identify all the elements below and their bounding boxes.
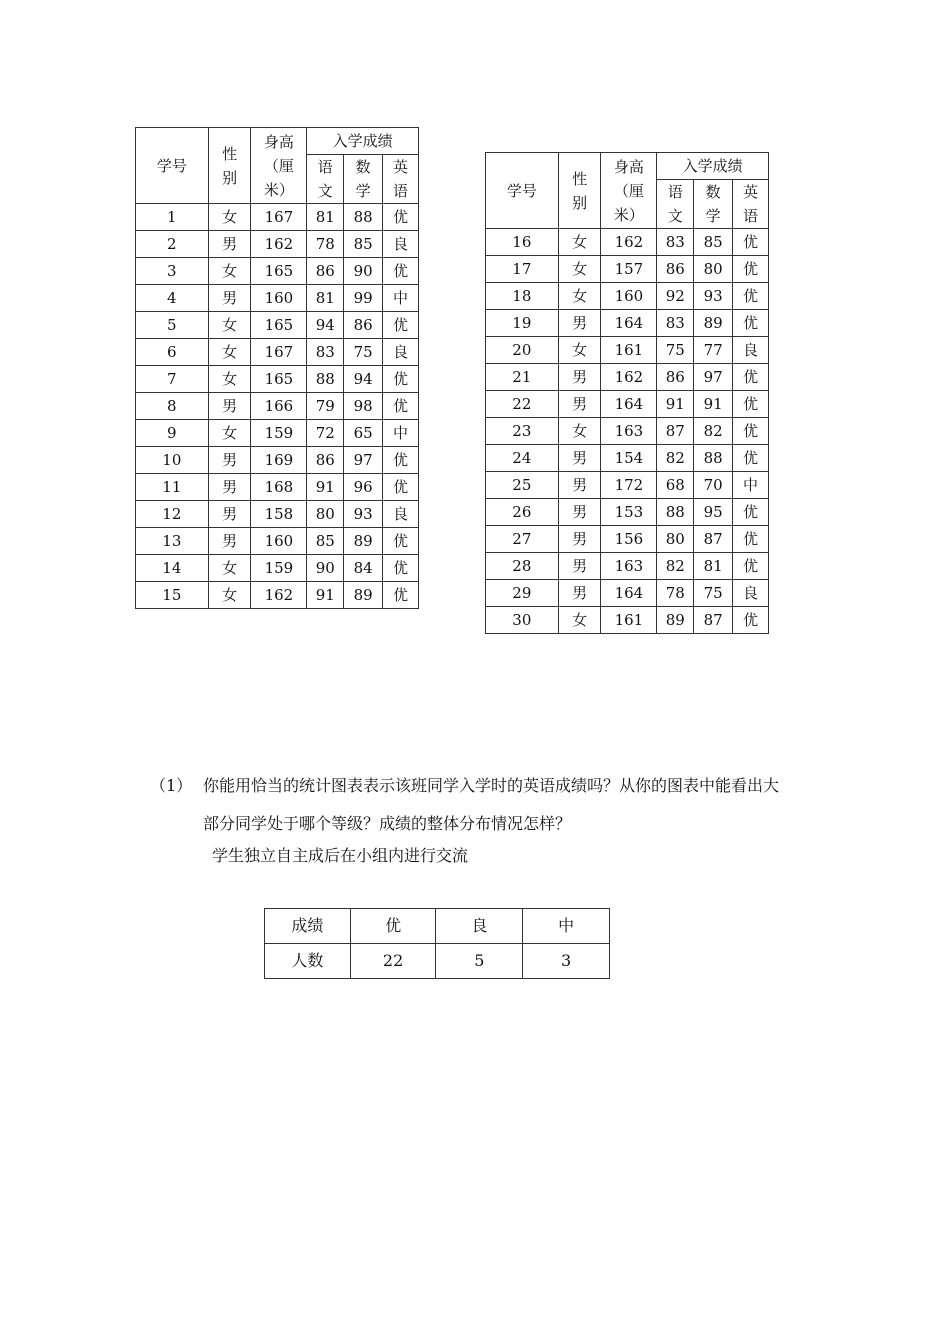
height-cell: 159 <box>251 555 307 582</box>
chinese-score-cell: 88 <box>657 499 694 526</box>
student-id-cell: 15 <box>136 582 209 609</box>
height-cell: 168 <box>251 474 307 501</box>
math-score-cell: 89 <box>344 528 383 555</box>
gender-cell: 女 <box>208 582 251 609</box>
gender-cell: 男 <box>558 499 601 526</box>
chinese-score-cell: 83 <box>657 229 694 256</box>
math-score-cell: 85 <box>694 229 733 256</box>
chinese-score-cell: 80 <box>657 526 694 553</box>
height-cell: 172 <box>601 472 657 499</box>
table-row <box>136 501 419 528</box>
table-row <box>486 445 769 472</box>
chinese-score-cell: 89 <box>657 607 694 634</box>
gender-cell: 女 <box>208 312 251 339</box>
math-score-cell: 77 <box>694 337 733 364</box>
gender-cell: 女 <box>558 229 601 256</box>
table-row <box>486 418 769 445</box>
english-grade-cell: 中 <box>733 472 769 499</box>
header-student-id: 学号 <box>486 153 559 229</box>
height-cell: 157 <box>601 256 657 283</box>
header-row <box>136 128 419 155</box>
height-cell: 163 <box>601 553 657 580</box>
height-cell: 162 <box>251 231 307 258</box>
summary-cell: 5 <box>436 944 523 979</box>
header-chinese: 语 文 <box>657 180 694 229</box>
table-row <box>136 474 419 501</box>
chinese-score-cell: 91 <box>307 582 344 609</box>
english-grade-cell: 优 <box>383 258 419 285</box>
header-english: 英 语 <box>383 155 419 204</box>
english-grade-cell: 优 <box>733 256 769 283</box>
chinese-score-cell: 86 <box>307 258 344 285</box>
english-grade-cell: 优 <box>383 555 419 582</box>
english-grade-cell: 优 <box>383 204 419 231</box>
chinese-score-cell: 81 <box>307 204 344 231</box>
gender-cell: 女 <box>208 204 251 231</box>
summary-header-cell: 优 <box>350 909 436 944</box>
student-id-cell: 20 <box>486 337 559 364</box>
math-score-cell: 94 <box>344 366 383 393</box>
table-row <box>136 285 419 312</box>
chinese-score-cell: 88 <box>307 366 344 393</box>
english-grade-cell: 优 <box>733 229 769 256</box>
english-grade-cell: 优 <box>383 582 419 609</box>
summary-header-cell: 良 <box>436 909 523 944</box>
height-cell: 165 <box>251 366 307 393</box>
header-chinese: 语 文 <box>307 155 344 204</box>
header-entrance-scores: 入学成绩 <box>657 153 769 180</box>
header-math: 数 学 <box>694 180 733 229</box>
gender-cell: 女 <box>208 258 251 285</box>
math-score-cell: 75 <box>344 339 383 366</box>
student-id-cell: 17 <box>486 256 559 283</box>
height-cell: 164 <box>601 580 657 607</box>
height-cell: 164 <box>601 310 657 337</box>
header-student-id: 学号 <box>136 128 209 204</box>
student-id-cell: 11 <box>136 474 209 501</box>
height-cell: 156 <box>601 526 657 553</box>
math-score-cell: 97 <box>344 447 383 474</box>
chinese-score-cell: 85 <box>307 528 344 555</box>
height-cell: 162 <box>251 582 307 609</box>
height-cell: 158 <box>251 501 307 528</box>
score-table-1 <box>135 127 419 609</box>
gender-cell: 男 <box>558 445 601 472</box>
chinese-score-cell: 79 <box>307 393 344 420</box>
math-score-cell: 81 <box>694 553 733 580</box>
chinese-score-cell: 78 <box>307 231 344 258</box>
question-number: （1） <box>150 776 193 795</box>
english-grade-cell: 优 <box>733 499 769 526</box>
gender-cell: 男 <box>208 285 251 312</box>
student-id-cell: 3 <box>136 258 209 285</box>
summary-cell: 3 <box>523 944 610 979</box>
english-grade-cell: 优 <box>383 528 419 555</box>
student-id-cell: 28 <box>486 553 559 580</box>
english-grade-cell: 中 <box>383 420 419 447</box>
math-score-cell: 82 <box>694 418 733 445</box>
header-gender: 性 别 <box>208 128 251 204</box>
math-score-cell: 98 <box>344 393 383 420</box>
math-score-cell: 86 <box>344 312 383 339</box>
math-score-cell: 75 <box>694 580 733 607</box>
table-row <box>486 364 769 391</box>
gender-cell: 男 <box>208 393 251 420</box>
english-grade-cell: 良 <box>733 337 769 364</box>
height-cell: 160 <box>251 285 307 312</box>
question-line-1: 你能用恰当的统计图表表示该班同学入学时的英语成绩吗？从你的图表中能看出大 <box>203 776 780 795</box>
student-id-cell: 26 <box>486 499 559 526</box>
english-grade-cell: 优 <box>733 391 769 418</box>
table-body <box>486 229 769 634</box>
table-row <box>486 229 769 256</box>
chinese-score-cell: 92 <box>657 283 694 310</box>
gender-cell: 男 <box>558 391 601 418</box>
student-id-cell: 16 <box>486 229 559 256</box>
height-cell: 163 <box>601 418 657 445</box>
english-grade-cell: 良 <box>383 231 419 258</box>
height-cell: 160 <box>251 528 307 555</box>
height-cell: 167 <box>251 339 307 366</box>
chinese-score-cell: 78 <box>657 580 694 607</box>
table-row <box>486 310 769 337</box>
math-score-cell: 96 <box>344 474 383 501</box>
table-row <box>136 312 419 339</box>
math-score-cell: 87 <box>694 607 733 634</box>
english-grade-cell: 优 <box>383 393 419 420</box>
gender-cell: 女 <box>558 337 601 364</box>
summary-count-row <box>265 944 610 979</box>
english-grade-cell: 优 <box>733 418 769 445</box>
math-score-cell: 85 <box>344 231 383 258</box>
header-entrance-scores: 入学成绩 <box>307 128 419 155</box>
chinese-score-cell: 83 <box>307 339 344 366</box>
gender-cell: 女 <box>208 366 251 393</box>
table-header <box>136 128 419 204</box>
math-score-cell: 87 <box>694 526 733 553</box>
gender-cell: 女 <box>208 555 251 582</box>
height-cell: 153 <box>601 499 657 526</box>
english-grade-cell: 优 <box>733 310 769 337</box>
student-id-cell: 14 <box>136 555 209 582</box>
math-score-cell: 80 <box>694 256 733 283</box>
chinese-score-cell: 86 <box>307 447 344 474</box>
height-cell: 159 <box>251 420 307 447</box>
gender-cell: 男 <box>208 528 251 555</box>
table-row <box>486 391 769 418</box>
student-id-cell: 13 <box>136 528 209 555</box>
student-id-cell: 4 <box>136 285 209 312</box>
chinese-score-cell: 91 <box>657 391 694 418</box>
gender-cell: 男 <box>208 501 251 528</box>
header-math: 数 学 <box>344 155 383 204</box>
table-row <box>136 366 419 393</box>
gender-cell: 女 <box>558 418 601 445</box>
header-height: 身高 （厘 米） <box>601 153 657 229</box>
english-grade-cell: 优 <box>733 526 769 553</box>
table-row <box>136 582 419 609</box>
english-grade-cell: 优 <box>733 283 769 310</box>
summary-header-row <box>265 909 610 944</box>
summary-cell: 22 <box>350 944 436 979</box>
table-body <box>136 204 419 609</box>
math-score-cell: 99 <box>344 285 383 312</box>
chinese-score-cell: 91 <box>307 474 344 501</box>
student-id-cell: 12 <box>136 501 209 528</box>
height-cell: 165 <box>251 258 307 285</box>
table-row <box>136 258 419 285</box>
gender-cell: 男 <box>208 231 251 258</box>
chinese-score-cell: 82 <box>657 445 694 472</box>
student-id-cell: 5 <box>136 312 209 339</box>
table-header <box>486 153 769 229</box>
math-score-cell: 70 <box>694 472 733 499</box>
math-score-cell: 93 <box>344 501 383 528</box>
height-cell: 154 <box>601 445 657 472</box>
math-score-cell: 89 <box>694 310 733 337</box>
english-grade-cell: 良 <box>383 501 419 528</box>
height-cell: 169 <box>251 447 307 474</box>
student-id-cell: 7 <box>136 366 209 393</box>
chinese-score-cell: 86 <box>657 364 694 391</box>
gender-cell: 女 <box>208 420 251 447</box>
english-grade-cell: 优 <box>733 445 769 472</box>
height-cell: 165 <box>251 312 307 339</box>
student-id-cell: 24 <box>486 445 559 472</box>
student-id-cell: 19 <box>486 310 559 337</box>
english-grade-summary-table <box>264 908 610 979</box>
table-row <box>486 283 769 310</box>
math-score-cell: 88 <box>694 445 733 472</box>
height-cell: 161 <box>601 607 657 634</box>
height-cell: 161 <box>601 337 657 364</box>
gender-cell: 女 <box>208 339 251 366</box>
table-row <box>136 528 419 555</box>
height-cell: 166 <box>251 393 307 420</box>
student-id-cell: 21 <box>486 364 559 391</box>
student-id-cell: 30 <box>486 607 559 634</box>
math-score-cell: 88 <box>344 204 383 231</box>
summary-header-cell: 中 <box>523 909 610 944</box>
chinese-score-cell: 87 <box>657 418 694 445</box>
student-id-cell: 25 <box>486 472 559 499</box>
table-row <box>136 420 419 447</box>
height-cell: 167 <box>251 204 307 231</box>
english-grade-cell: 良 <box>733 580 769 607</box>
table-row <box>486 472 769 499</box>
gender-cell: 男 <box>208 447 251 474</box>
english-grade-cell: 优 <box>733 553 769 580</box>
chinese-score-cell: 82 <box>657 553 694 580</box>
student-id-cell: 9 <box>136 420 209 447</box>
chinese-score-cell: 86 <box>657 256 694 283</box>
student-id-cell: 23 <box>486 418 559 445</box>
table-row <box>136 204 419 231</box>
chinese-score-cell: 68 <box>657 472 694 499</box>
student-id-cell: 8 <box>136 393 209 420</box>
gender-cell: 男 <box>558 553 601 580</box>
chinese-score-cell: 75 <box>657 337 694 364</box>
gender-cell: 男 <box>558 364 601 391</box>
student-id-cell: 29 <box>486 580 559 607</box>
header-height: 身高 （厘 米） <box>251 128 307 204</box>
header-row <box>486 153 769 180</box>
math-score-cell: 89 <box>344 582 383 609</box>
student-id-cell: 27 <box>486 526 559 553</box>
english-grade-cell: 优 <box>383 366 419 393</box>
gender-cell: 男 <box>558 310 601 337</box>
chinese-score-cell: 72 <box>307 420 344 447</box>
gender-cell: 男 <box>558 580 601 607</box>
student-id-cell: 1 <box>136 204 209 231</box>
height-cell: 162 <box>601 364 657 391</box>
math-score-cell: 90 <box>344 258 383 285</box>
question-line-2: 部分同学处于哪个等级？成绩的整体分布情况怎样？ <box>203 814 572 833</box>
student-id-cell: 22 <box>486 391 559 418</box>
math-score-cell: 97 <box>694 364 733 391</box>
table-row <box>486 553 769 580</box>
chinese-score-cell: 80 <box>307 501 344 528</box>
student-id-cell: 10 <box>136 447 209 474</box>
math-score-cell: 65 <box>344 420 383 447</box>
student-id-cell: 6 <box>136 339 209 366</box>
score-table-2 <box>485 152 769 634</box>
gender-cell: 女 <box>558 256 601 283</box>
table-row <box>136 555 419 582</box>
english-grade-cell: 良 <box>383 339 419 366</box>
gender-cell: 男 <box>558 526 601 553</box>
table-row <box>486 256 769 283</box>
math-score-cell: 95 <box>694 499 733 526</box>
table-row <box>486 607 769 634</box>
student-id-cell: 18 <box>486 283 559 310</box>
english-grade-cell: 优 <box>733 364 769 391</box>
summary-header-cell: 成绩 <box>265 909 351 944</box>
english-grade-cell: 优 <box>383 474 419 501</box>
gender-cell: 男 <box>208 474 251 501</box>
question-note: 学生独立自主成后在小组内进行交流 <box>212 846 469 865</box>
gender-cell: 女 <box>558 283 601 310</box>
math-score-cell: 93 <box>694 283 733 310</box>
table-row <box>136 393 419 420</box>
english-grade-cell: 优 <box>383 447 419 474</box>
table-row <box>486 499 769 526</box>
table-row <box>486 337 769 364</box>
table-row <box>486 580 769 607</box>
summary-cell: 人数 <box>265 944 351 979</box>
english-grade-cell: 优 <box>383 312 419 339</box>
chinese-score-cell: 83 <box>657 310 694 337</box>
gender-cell: 女 <box>558 607 601 634</box>
table-row <box>486 526 769 553</box>
math-score-cell: 91 <box>694 391 733 418</box>
table-row <box>136 339 419 366</box>
chinese-score-cell: 81 <box>307 285 344 312</box>
height-cell: 164 <box>601 391 657 418</box>
student-id-cell: 2 <box>136 231 209 258</box>
english-grade-cell: 优 <box>733 607 769 634</box>
chinese-score-cell: 94 <box>307 312 344 339</box>
table-row <box>136 447 419 474</box>
math-score-cell: 84 <box>344 555 383 582</box>
chinese-score-cell: 90 <box>307 555 344 582</box>
height-cell: 160 <box>601 283 657 310</box>
table-row <box>136 231 419 258</box>
gender-cell: 男 <box>558 472 601 499</box>
header-gender: 性 别 <box>558 153 601 229</box>
header-english: 英 语 <box>733 180 769 229</box>
height-cell: 162 <box>601 229 657 256</box>
english-grade-cell: 中 <box>383 285 419 312</box>
